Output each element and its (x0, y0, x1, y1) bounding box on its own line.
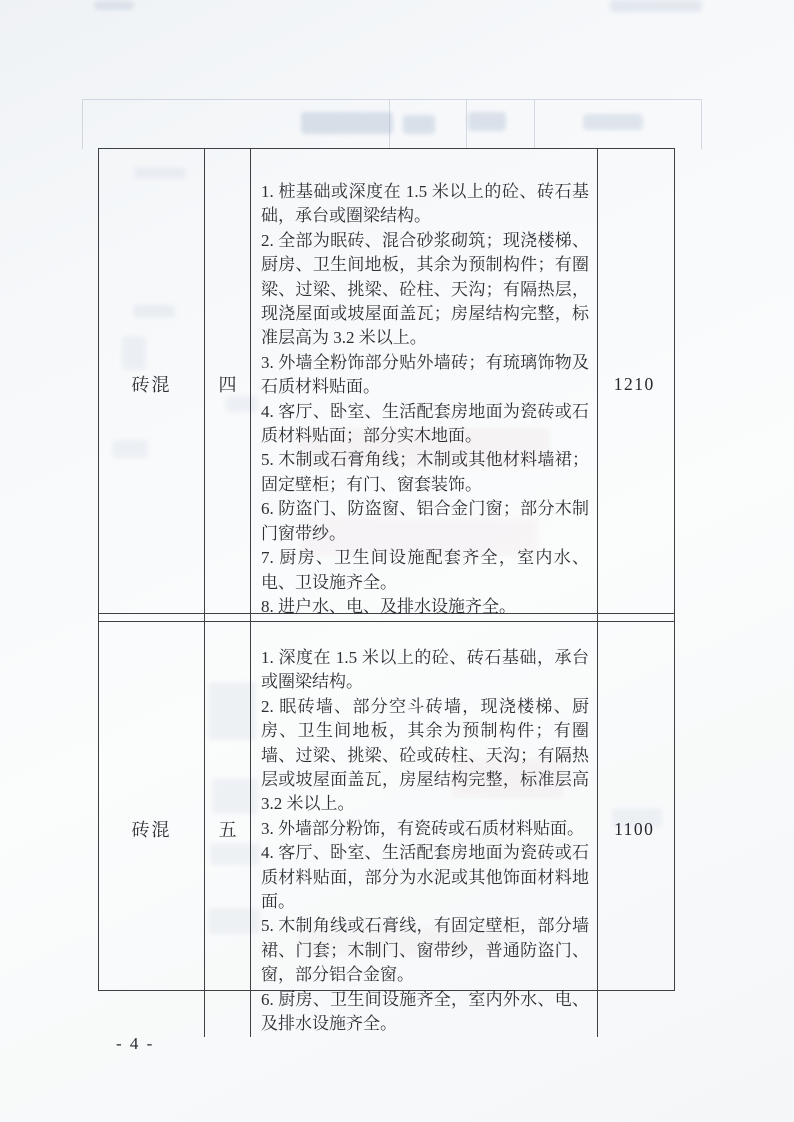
description-item: 1. 桩基础或深度在 1.5 米以上的砼、砖石基础，承台或圈梁结构。 (261, 182, 589, 226)
description-item: 3. 外墙全粉饰部分贴外墙砖；有琉璃饰物及石质材料贴面。 (261, 352, 589, 397)
page-number: - 4 - (116, 1034, 155, 1053)
bleed-through-line (389, 100, 390, 149)
bleed-through-smudge (403, 115, 435, 134)
description-item: 3. 外墙部分粉饰，有瓷砖或石质材料贴面。 (261, 818, 584, 838)
description-item: 1. 深度在 1.5 米以上的砼、砖石基础，承台或圈梁结构。 (261, 648, 589, 692)
description-item: 6. 防盗门、防盗窗、铝合金门窗；部分木制门窗带纱。 (261, 499, 589, 543)
description-item: 6. 厨房、卫生间设施齐全，室内外水、电、及排水设施齐全。 (261, 989, 589, 1034)
bleed-through-header-band (82, 99, 702, 149)
bleed-through-smudge (94, 1, 134, 10)
description-cell (251, 149, 598, 619)
description-item: 5. 木制或石膏角线；木制或其他材料墙裙；固定壁柜；有门、窗套装饰。 (261, 450, 589, 494)
grade-label: 四 (218, 375, 237, 396)
row-divider-gap (99, 614, 674, 621)
bleed-through-smudge (301, 112, 393, 134)
table-row-grade-5 (99, 621, 674, 1034)
description-item: 2. 全部为眠砖、混合砂浆砌筑；现浇楼梯、厨房、卫生间地板，其余为预制构件；有圈梁、过梁、挑梁、砼柱、天沟；有隔热层，现浇屋面或坡屋面盖瓦；房屋结构完整，标准层高为 3.2 米以上。 (261, 230, 589, 348)
bleed-through-line (466, 100, 467, 149)
structure-type-cell (99, 622, 205, 1037)
description-cell (251, 622, 598, 1037)
description-item: 4. 客厅、卧室、生活配套房地面为瓷砖或石质材料贴面，部分为水泥或其他饰面材料地面。 (261, 843, 589, 912)
price-cell (598, 622, 671, 1037)
price-cell (598, 149, 671, 619)
structure-type-cell (99, 149, 205, 619)
bleed-through-smudge (583, 114, 643, 130)
description-item: 5. 木制角线或石膏线，有固定壁柜，部分墙裙、门套；木制门、窗带纱，普通防盗门、窗，部分铝合金窗。 (261, 916, 589, 985)
grade-cell (205, 622, 251, 1037)
price-value: 1210 (613, 373, 655, 394)
description-item: 4. 客厅、卧室、生活配套房地面为瓷砖或石质材料贴面；部分实木地面。 (261, 401, 589, 446)
description-item: 8. 进户水、电、及排水设施齐全。 (261, 596, 516, 616)
classification-table (98, 148, 675, 1034)
bleed-through-line (534, 100, 535, 149)
price-value: 1100 (614, 818, 655, 839)
bleed-through-smudge (610, 0, 702, 12)
grade-label: 五 (218, 820, 237, 841)
bleed-through-smudge (468, 112, 506, 131)
grade-cell (205, 149, 251, 619)
structure-type-label: 砖混 (131, 820, 172, 841)
description-item: 2. 眠砖墙、部分空斗砖墙，现浇楼梯、厨房、卫生间地板，其余为预制构件；有圈墙、过梁、挑梁、砼或砖柱、天沟；有隔热层或坡屋面盖瓦，房屋结构完整，标准层高 3.2 米以上。 (261, 696, 589, 814)
table-row-grade-4 (99, 149, 674, 614)
structure-type-label: 砖混 (131, 375, 172, 396)
description-item: 7. 厨房、卫生间设施配套齐全，室内水、电、卫设施齐全。 (261, 548, 589, 592)
